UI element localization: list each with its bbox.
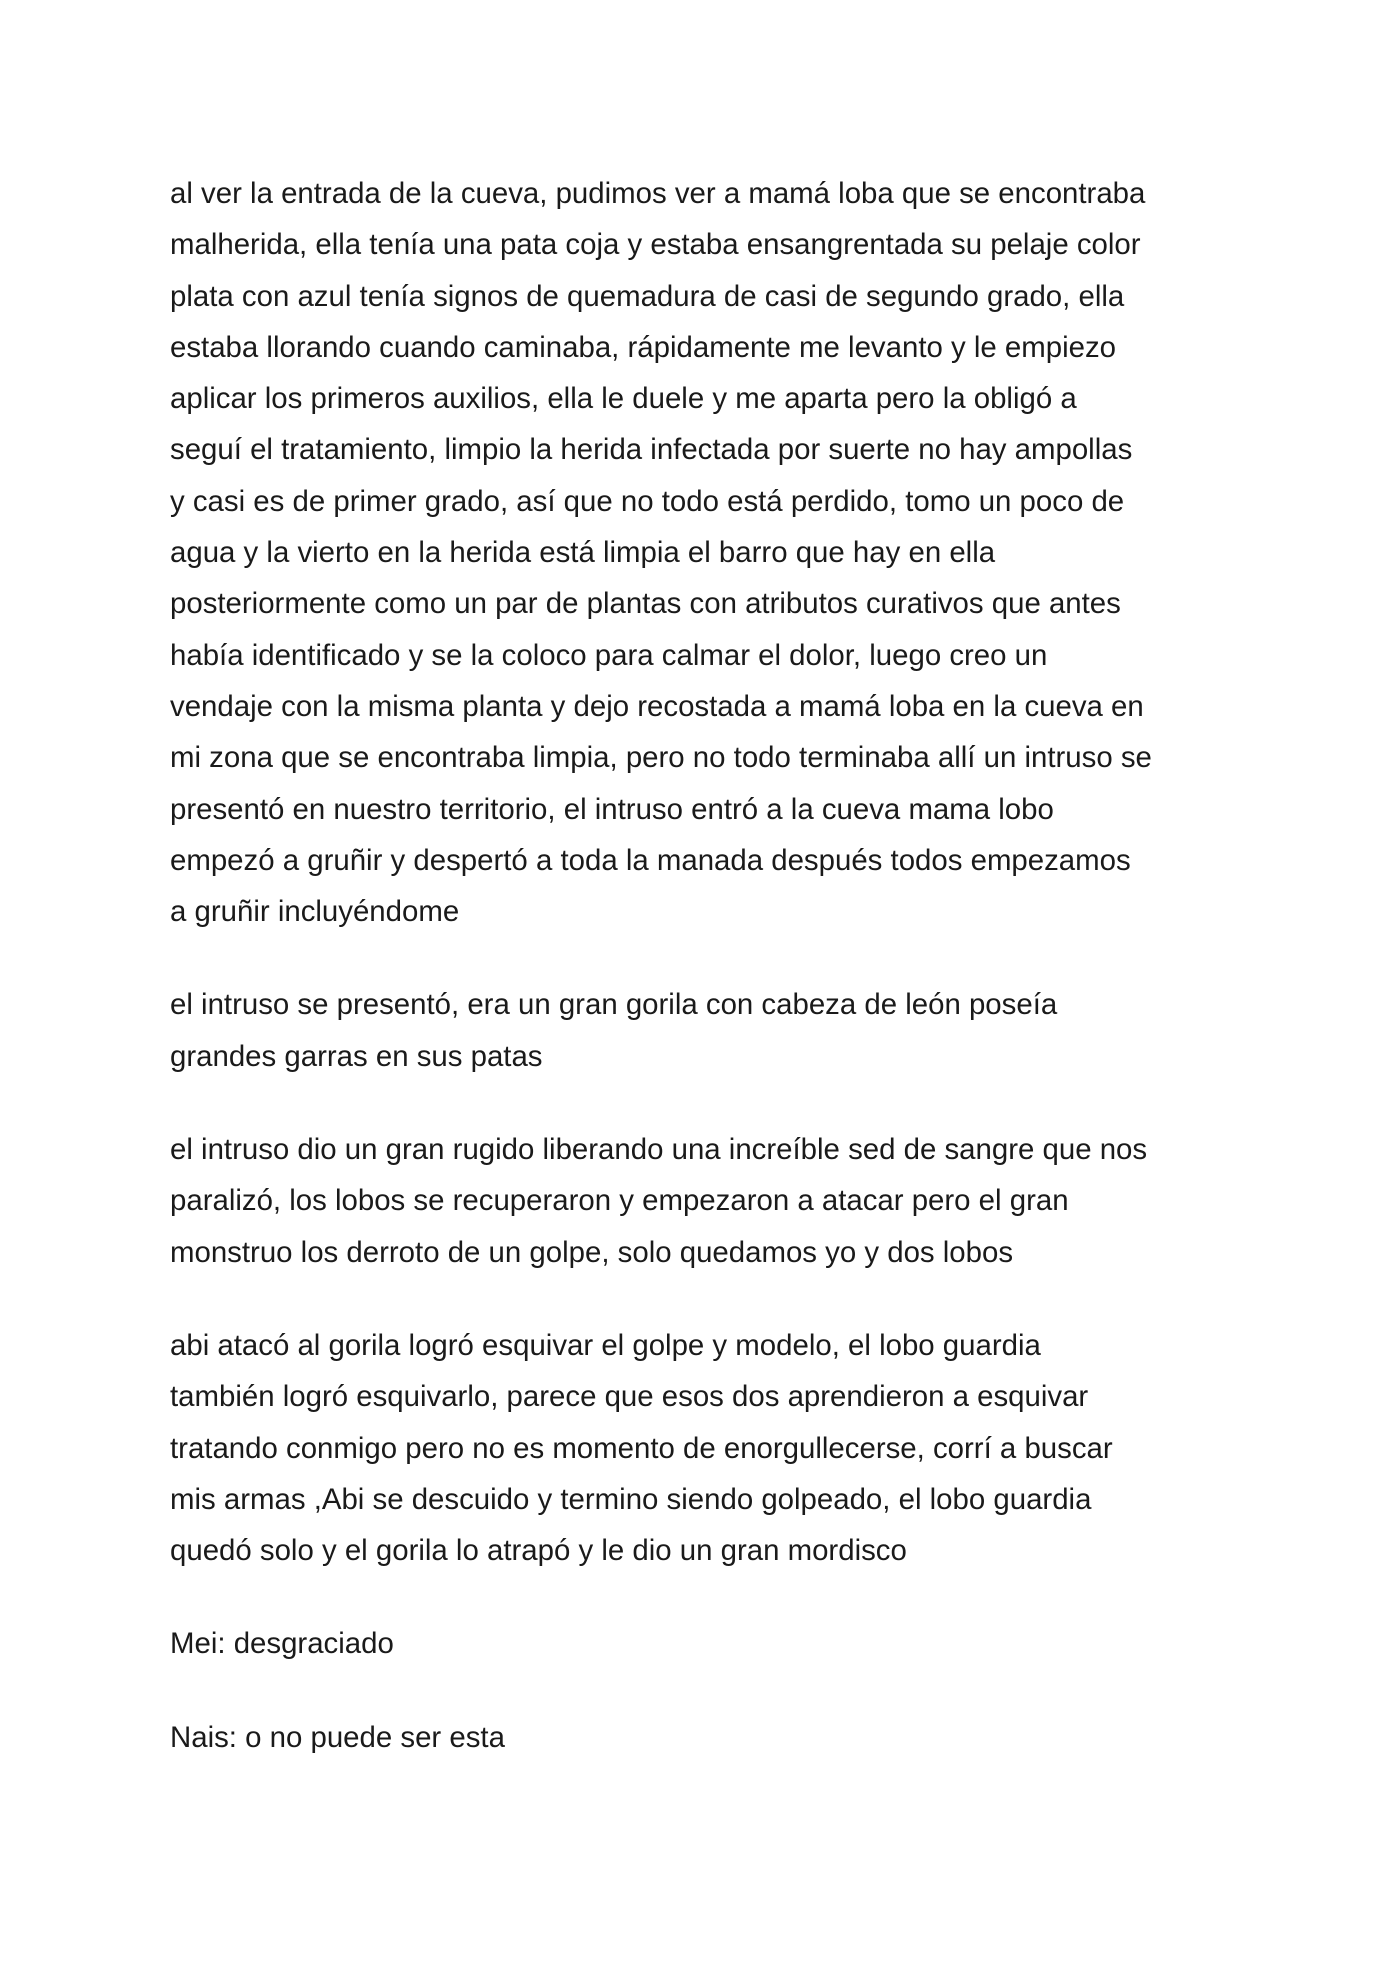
text-line: mi zona que se encontraba limpia, pero no todo terminaba allí un intruso se <box>170 741 1152 775</box>
paragraph-1 <box>170 168 1250 937</box>
text-line: vendaje con la misma planta y dejo recostada a mamá loba en la cueva en <box>170 689 1144 723</box>
dialogue-nais <box>170 1712 1250 1763</box>
text-line: estaba llorando cuando caminaba, rápidamente me levanto y le empiezo <box>170 330 1116 364</box>
text-line: también logró esquivarlo, parece que esos dos aprendieron a esquivar <box>170 1380 1089 1414</box>
text-line: presentó en nuestro territorio, el intruso entró a la cueva mama lobo <box>170 792 1054 826</box>
document-body <box>170 168 1250 1805</box>
text-line: y casi es de primer grado, así que no todo está perdido, tomo un poco de <box>170 484 1125 518</box>
text-line: había identificado y se la coloco para calmar el dolor, luego creo un <box>170 638 1048 672</box>
paragraph-2 <box>170 979 1250 1082</box>
text-line: el intruso se presentó, era un gran gorila con cabeza de león poseía <box>170 988 1058 1022</box>
text-line: mis armas ,Abi se descuido y termino siendo golpeado, el lobo guardia <box>170 1482 1092 1516</box>
text-line: quedó solo y el gorila lo atrapó y le dio un gran mordisco <box>170 1534 907 1568</box>
text-line: plata con azul tenía signos de quemadura de casi de segundo grado, ella <box>170 279 1125 313</box>
text-line: grandes garras en sus patas <box>170 1039 543 1073</box>
paragraph-3 <box>170 1124 1250 1278</box>
dialogue-mei <box>170 1618 1250 1669</box>
text-line: monstruo los derroto de un golpe, solo quedamos yo y dos lobos <box>170 1235 1014 1269</box>
text-line: el intruso dio un gran rugido liberando una increíble sed de sangre que nos <box>170 1133 1148 1167</box>
text-line: seguí el tratamiento, limpio la herida infectada por suerte no hay ampollas <box>170 433 1133 467</box>
text-line: abi atacó al gorila logró esquivar el golpe y modelo, el lobo guardia <box>170 1328 1041 1362</box>
text-line: aplicar los primeros auxilios, ella le duele y me aparta pero la obligó a <box>170 382 1077 416</box>
text-line: al ver la entrada de la cueva, pudimos ver a mamá loba que se encontraba <box>170 177 1146 210</box>
text-line: agua y la vierto en la herida está limpia el barro que hay en ella <box>170 536 996 570</box>
text-line: paralizó, los lobos se recuperaron y empezaron a atacar pero el gran <box>170 1184 1069 1218</box>
text-line: tratando conmigo pero no es momento de enorgullecerse, corrí a buscar <box>170 1431 1113 1465</box>
text-line: posteriormente como un par de plantas con atributos curativos que antes <box>170 587 1121 621</box>
text-line: Mei: desgraciado <box>170 1627 394 1661</box>
text-line: a gruñir incluyéndome <box>170 895 460 929</box>
text-line: malherida, ella tenía una pata coja y estaba ensangrentada su pelaje color <box>170 228 1141 262</box>
text-line: empezó a gruñir y despertó a toda la manada después todos empezamos <box>170 843 1131 877</box>
paragraph-4 <box>170 1320 1250 1576</box>
text-line: Nais: o no puede ser esta <box>170 1720 505 1754</box>
